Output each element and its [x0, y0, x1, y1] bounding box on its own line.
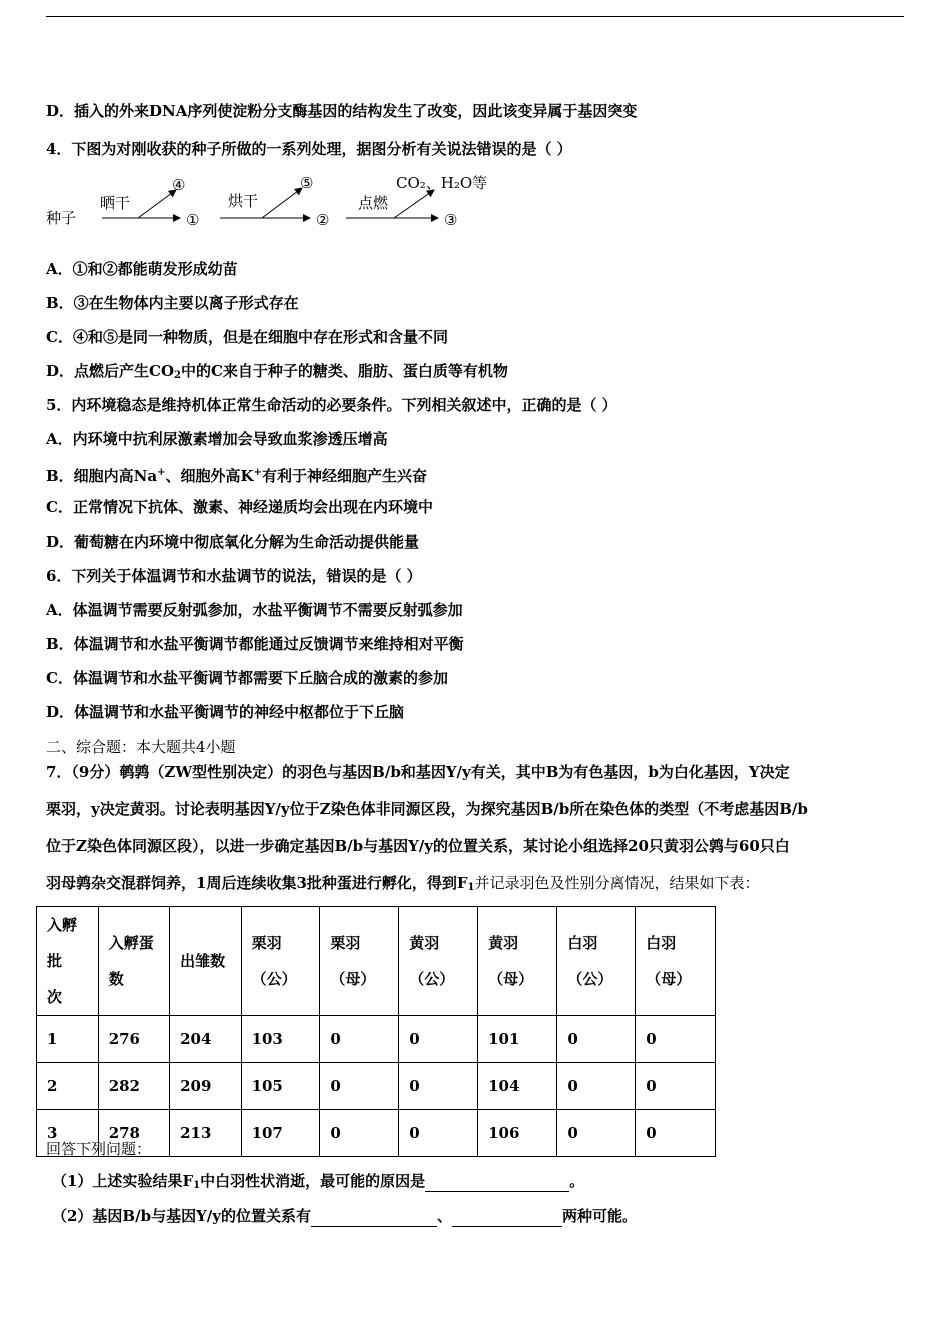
header-rule	[46, 16, 904, 17]
q6-stem: 6．下列关于体温调节和水盐调节的说法，错误的是（ ）	[46, 567, 422, 585]
table-header-row	[37, 907, 716, 1016]
q5-option-d: D．葡萄糖在内环境中彻底氧化分解为生命活动提供能量	[46, 533, 420, 551]
step-sun-dry-label: 晒干	[100, 194, 131, 212]
table-header-cell: 白羽 （公）	[557, 907, 636, 1016]
table-cell: 213	[170, 1110, 241, 1157]
q6-option-b: B．体温调节和水盐平衡调节都能通过反馈调节来维持相对平衡	[46, 635, 464, 653]
table-cell: 1	[37, 1016, 99, 1063]
table-cell: 3	[37, 1110, 99, 1157]
table-cell: 105	[241, 1063, 320, 1110]
table-header-cell: 出雏数	[170, 907, 241, 1016]
table-header-cell: 入孵批 次	[37, 907, 99, 1016]
table-cell: 106	[478, 1110, 557, 1157]
q6-option-a: A．体温调节需要反射弧参加，水盐平衡调节不需要反射弧参加	[46, 601, 463, 619]
table-cell: 107	[241, 1110, 320, 1157]
table-cell: 0	[557, 1063, 636, 1110]
table-cell: 0	[320, 1063, 399, 1110]
q7-sub-question-2: （2）基因B/b与基因Y/y的位置关系有 、 两种可能。	[52, 1207, 638, 1225]
q5-option-a: A．内环境中抗利尿激素增加会导致血浆渗透压增高	[46, 430, 388, 448]
q6-option-c: C．体温调节和水盐平衡调节都需要下丘脑合成的激素的参加	[46, 669, 448, 687]
q6-option-d: D．体温调节和水盐平衡调节的神经中枢都位于下丘脑	[46, 703, 405, 721]
arrow-to-4	[138, 190, 176, 218]
table-cell: 101	[478, 1016, 557, 1063]
table-cell: 0	[399, 1016, 478, 1063]
arrow-to-5	[262, 188, 302, 218]
answer-intro: 回答下列问题：	[46, 1140, 152, 1158]
seed-label: 种子	[46, 209, 77, 227]
q7-line-2: 栗羽，y决定黄羽。讨论表明基因Y/y位于Z染色体非同源区段，为探究基因B/b所在染色体的类型（不考虑基因B/b	[46, 800, 808, 818]
product-5-label: ⑤	[300, 174, 314, 192]
answer-blank-3[interactable]	[452, 1206, 562, 1227]
step-oven-dry-label: 烘干	[228, 192, 259, 210]
table-header-cell: 黄羽 （公）	[399, 907, 478, 1016]
q4-option-c: C．④和⑤是同一种物质，但是在细胞中存在形式和含量不同	[46, 328, 448, 346]
table-cell: 0	[636, 1110, 716, 1157]
answer-blank-2[interactable]	[311, 1206, 437, 1227]
table-cell: 282	[98, 1063, 169, 1110]
table-cell: 276	[98, 1016, 169, 1063]
step-ignite-label: 点燃	[358, 194, 389, 212]
product-3-label: ③	[444, 211, 458, 229]
q7-results-table	[36, 906, 716, 1157]
table-cell: 2	[37, 1063, 99, 1110]
table-cell: 0	[320, 1110, 399, 1157]
table-cell: 104	[478, 1063, 557, 1110]
table-cell: 209	[170, 1063, 241, 1110]
arrow-to-co2	[394, 190, 434, 218]
table-cell: 0	[636, 1063, 716, 1110]
table-cell: 0	[320, 1016, 399, 1063]
table-cell: 0	[557, 1110, 636, 1157]
product-2-label: ②	[316, 211, 330, 229]
q4-stem: 4．下图为对刚收获的种子所做的一系列处理，据图分析有关说法错误的是（ ）	[46, 140, 572, 158]
table-row	[37, 1063, 716, 1110]
table-cell: 0	[636, 1016, 716, 1063]
product-1-label: ①	[186, 211, 200, 229]
table-header-cell: 栗羽 （公）	[241, 907, 320, 1016]
q4-option-d: D．点燃后产生$CO_2$中的C来自于种子的糖类、脂肪、蛋白质等有机物	[46, 362, 508, 381]
q4-option-b: B．③在生物体内主要以离子形式存在	[46, 294, 299, 312]
q5-option-c: C．正常情况下抗体、激素、神经递质均会出现在内环境中	[46, 498, 433, 516]
answer-blank-1[interactable]	[425, 1171, 569, 1192]
q3-option-d: D．插入的外来DNA序列使淀粉分支酶基因的结构发生了改变，因此该变异属于基因突变	[46, 102, 638, 120]
q7-line-4: 羽母鹑杂交混群饲养，1周后连续收集3批种蛋进行孵化，得到$F_1$并记录羽色及性别分离情况，结果如下表：	[46, 874, 760, 893]
q4-seed-processing-diagram	[40, 168, 510, 240]
q7-line-1: 7．（9分）鹌鹑（ZW型性别决定）的羽色与基因B/b和基因Y/y有关，其中B为有色基因，b为白化基因，Y决定	[46, 763, 790, 781]
table-header-cell: 栗羽 （母）	[320, 907, 399, 1016]
q7-line-3: 位于Z染色体同源区段），以进一步确定基因B/b与基因Y/y的位置关系，某讨论小组选择20只黄羽公鹑与60只白	[46, 837, 790, 855]
table-cell: 103	[241, 1016, 320, 1063]
table-header-cell: 白羽 （母）	[636, 907, 716, 1016]
q4-option-a: A．①和②都能萌发形成幼苗	[46, 260, 238, 278]
table-cell: 0	[399, 1063, 478, 1110]
product-co2-label: CO₂、H₂O等	[396, 174, 488, 192]
table-header-cell: 黄羽 （母）	[478, 907, 557, 1016]
q7-sub-question-1: （1）上述实验结果$F_1$中白羽性状消逝，最可能的原因是 。	[52, 1172, 585, 1191]
table-header-cell: 入孵蛋 数	[98, 907, 169, 1016]
table-cell: 0	[557, 1016, 636, 1063]
table-cell: 278	[98, 1110, 169, 1157]
q5-option-b: B．细胞内高Na+、细胞外高K+有利于神经细胞产生兴奋	[46, 467, 427, 485]
table-row	[37, 1016, 716, 1063]
table-cell: 204	[170, 1016, 241, 1063]
table-cell: 0	[399, 1110, 478, 1157]
section-2-heading: 二、综合题：本大题共4小题	[46, 738, 236, 756]
product-4-label: ④	[172, 176, 186, 194]
q5-stem: 5．内环境稳态是维持机体正常生命活动的必要条件。下列相关叙述中，正确的是（ ）	[46, 396, 617, 414]
